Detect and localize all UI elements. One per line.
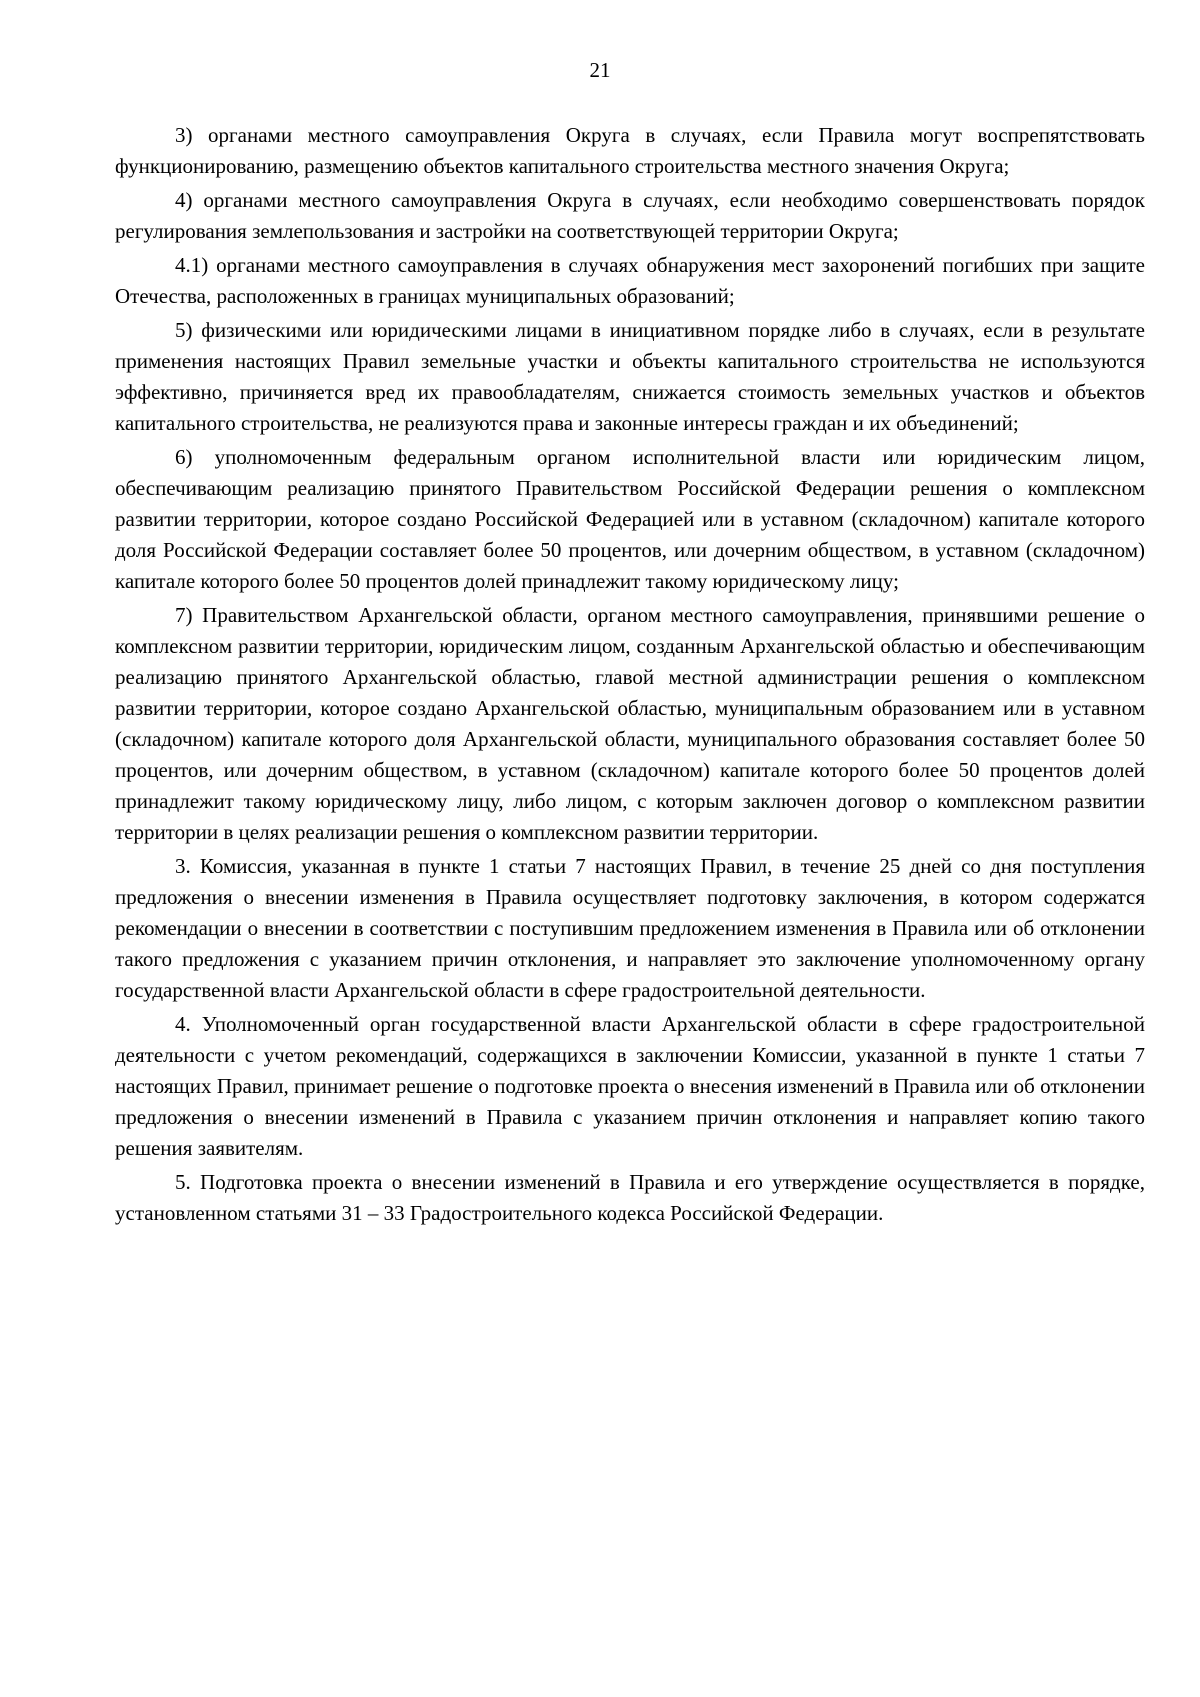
paragraph-item-6: 6) уполномоченным федеральным органом исполнительной власти или юридическим лицом, обеспечивающим реализацию принятого Правительством Российской Федерации решения о комплексном развитии территории, которое создано Российской Федерацией или в уставном (складочном) капитале которого доля Российской Федерации составляет более 50 процентов, или дочерним обществом, в уставном (складочном) капитале которого более 50 процентов долей принадлежит такому юридическому лицу; [115, 445, 1145, 593]
document-body [115, 120, 1145, 1232]
paragraph-item-5: 5) физическими или юридическими лицами в инициативном порядке либо в случаях, если в результате применения настоящих Правил земельные участки и объекты капитального строительства не используются эффективно, причиняется вред их правообладателям, снижается стоимость земельных участков и объектов капитального строительства, не реализуются права и законные интересы граждан и их объединений; [115, 318, 1145, 435]
paragraph-point-4: 4. Уполномоченный орган государственной власти Архангельской области в сфере градостроительной деятельности с учетом рекомендаций, содержащихся в заключении Комиссии, указанной в пункте 1 статьи 7 настоящих Правил, принимает решение о подготовке проекта о внесения изменений в Правила или об отклонении предложения о внесении изменений в Правила с указанием причин отклонения и направляет копию такого решения заявителям. [115, 1012, 1145, 1160]
paragraph-item-4-1: 4.1) органами местного самоуправления в случаях обнаружения мест захоронений погибших при защите Отечества, расположенных в границах муниципальных образований; [115, 253, 1145, 308]
paragraph-item-3: 3) органами местного самоуправления Округа в случаях, если Правила могут воспрепятствовать функционированию, размещению объектов капитального строительства местного значения Округа; [115, 123, 1145, 178]
paragraph-item-4: 4) органами местного самоуправления Округа в случаях, если необходимо совершенствовать порядок регулирования землепользования и застройки на соответствующей территории Округа; [115, 188, 1145, 243]
paragraph-item-7: 7) Правительством Архангельской области, органом местного самоуправления, принявшими решение о комплексном развитии территории, юридическим лицом, созданным Архангельской областью и обеспечивающим реализацию принятого Архангельской областью, главой местной администрации решения о комплексном развитии территории, которое создано Архангельской областью, муниципальным образованием или в уставном (складочном) капитале которого доля Архангельской области, муниципального образования составляет более 50 процентов, или дочерним обществом, в уставном (складочном) капитале которого более 50 процентов долей принадлежит такому юридическому лицу, либо лицом, с которым заключен договор о комплексном развитии территории в целях реализации решения о комплексном развитии территории. [115, 603, 1145, 844]
page-number: 21 [589, 58, 611, 82]
paragraph-point-3: 3. Комиссия, указанная в пункте 1 статьи 7 настоящих Правил, в течение 25 дней со дня поступления предложения о внесении изменения в Правила осуществляет подготовку заключения, в котором содержатся рекомендации о внесении в соответствии с поступившим предложением изменения в Правила или об отклонении такого предложения с указанием причин отклонения, и направляет это заключение уполномоченному органу государственной власти Архангельской области в сфере градостроительной деятельности. [115, 854, 1145, 1002]
paragraph-point-5: 5. Подготовка проекта о внесении изменений в Правила и его утверждение осуществляется в порядке, установленном статьями 31 – 33 Градостроительного кодекса Российской Федерации. [115, 1170, 1145, 1225]
